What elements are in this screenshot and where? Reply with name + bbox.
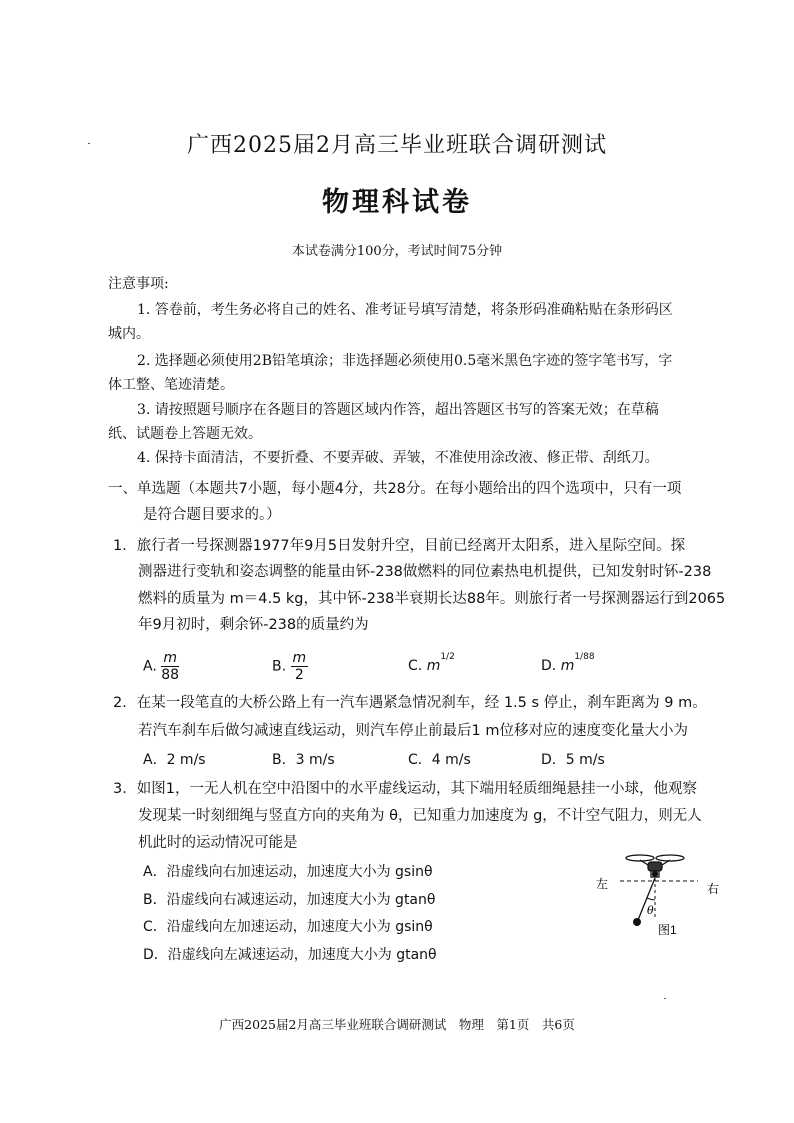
q3-line: 发现某一时刻细绳与竖直方向的夹角为 θ，已知重力加速度为 g，不计空气阻力，则无人 (138, 808, 702, 824)
drone-figure (590, 848, 740, 943)
section-heading: 一、单选题（本题共7小题，每小题4分，共28分。在每小题给出的四个选项中，只有一项 (108, 481, 682, 497)
q1-option-a: A. $\frac{m}{88}$ (143, 650, 180, 683)
notes-heading: 注意事项: (108, 276, 169, 292)
angle-arc (647, 898, 655, 900)
note-1-cont: 城内。 (108, 326, 150, 342)
section-heading-cont: 是符合题目要求的。） (143, 507, 281, 523)
q3-option-c: C．沿虚线向左加速运动，加速度大小为 gsinθ (143, 919, 433, 935)
drone-icon (626, 855, 684, 877)
q1-option-b: B. $\frac{m}{2}$ (272, 650, 307, 683)
figure-caption: 图1 (658, 923, 677, 937)
subject-title: 物理科试卷 (322, 187, 472, 218)
note-3-cont: 纸、试题卷上答题无效。 (108, 426, 262, 442)
q1-line: 燃料的质量为 m＝4.5 kg，其中钚-238半衰期长达88年。则旅行者一号探测器运行到2065 (138, 591, 726, 607)
fraction: $\frac{m}{2}$ (292, 650, 307, 683)
q1-line: 年9月初时，剩余钚-238的质量约为 (138, 617, 369, 633)
note-4: 4. 保持卡面清洁，不要折叠、不要弄破、弄皱，不准使用涂改液、修正带、刮纸刀。 (137, 450, 659, 466)
q1-option-c: C. $m^{1/2}$ (408, 652, 455, 674)
scan-speck (664, 998, 666, 999)
note-2: 2. 选择题必须使用2B铅笔填涂；非选择题必须使用0.5毫米黑色字迹的签字笔书写，字 (137, 353, 673, 369)
q2-line: 若汽车刹车后做匀减速直线运动，则汽车停止前最后1 m位移对应的速度变化量大小为 (138, 723, 688, 739)
figure-left-label: 左 (596, 877, 609, 891)
q3-option-d: D．沿虚线向左减速运动，加速度大小为 gtanθ (143, 947, 437, 963)
q1-line: 测器进行变轨和姿态调整的能量由钚-238做燃料的同位素热电机提供，已知发射时钚-238 (138, 564, 712, 580)
q1-option-d: D. $m^{1/88}$ (541, 652, 595, 674)
q3-option-a: A．沿虚线向右加速运动，加速度大小为 gsinθ (143, 864, 433, 880)
q2-option-c: C．4 m/s (408, 752, 471, 768)
q1-line: 1．旅行者一号探测器1977年9月5日发射升空，目前已经离开太阳系，进入星际空间。探 (113, 538, 686, 554)
exam-info: 本试卷满分100分，考试时间75分钟 (291, 244, 503, 259)
q2-option-a: A．2 m/s (143, 752, 206, 768)
note-2-cont: 体工整、笔迹清楚。 (108, 377, 234, 393)
q3-line: 3．如图1，一无人机在空中沿图中的水平虚线运动，其下端用轻质细绳悬挂一小球，他观察 (113, 781, 697, 797)
fraction: $\frac{m}{88}$ (161, 650, 180, 683)
q3-line: 机此时的运动情况可能是 (138, 835, 298, 851)
note-1: 1. 答卷前，考生务必将自己的姓名、准考证号填写清楚，将条形码准确粘贴在条形码区 (137, 302, 673, 318)
ball (633, 918, 641, 926)
exam-title: 广西2025届2月高三毕业班联合调研测试 (187, 133, 607, 158)
q2-line: 2．在某一段笔直的大桥公路上有一汽车遇紧急情况刹车，经 1.5 s 停止，刹车距离为 9 m。 (113, 695, 707, 711)
page-footer: 广西2025届2月高三毕业班联合调研测试 物理 第1页 共6页 (219, 1017, 575, 1032)
q3-option-b: B．沿虚线向右减速运动，加速度大小为 gtanθ (143, 892, 436, 908)
note-3: 3. 请按照题号顺序在各题目的答题区域内作答，超出答题区书写的答案无效；在草稿 (137, 402, 659, 418)
figure-angle-label: θ (647, 904, 654, 917)
figure-right-label: 右 (707, 882, 720, 896)
q2-option-d: D．5 m/s (541, 752, 605, 768)
q2-option-b: B．3 m/s (272, 752, 335, 768)
